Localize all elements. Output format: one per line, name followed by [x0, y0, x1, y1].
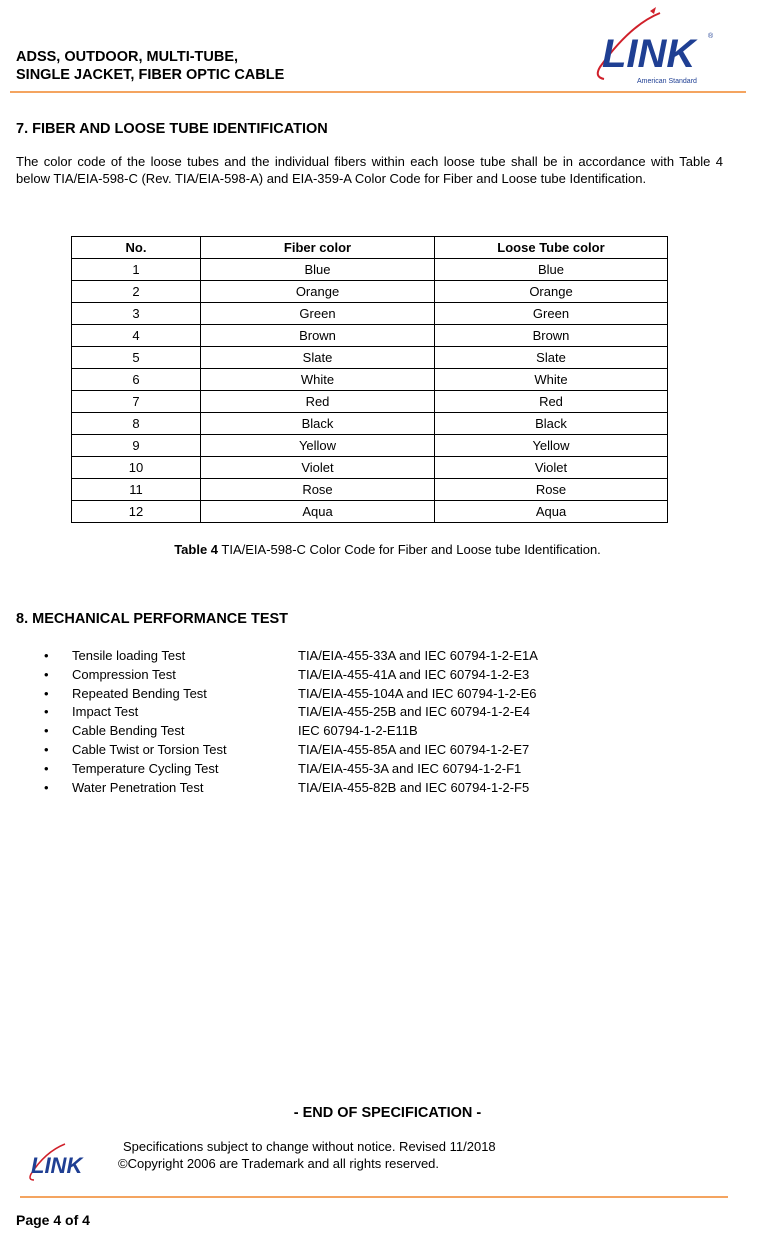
table-cell-no: 6	[72, 369, 201, 391]
header-divider	[10, 91, 746, 93]
bullet-icon: •	[44, 723, 49, 739]
table-cell-tube-color: Slate	[435, 347, 668, 369]
table-cell-no: 1	[72, 259, 201, 281]
table-header-loose-tube-color: Loose Tube color	[435, 237, 668, 259]
test-name: Repeated Bending Test	[72, 685, 207, 701]
footer-link-logo	[25, 1140, 95, 1182]
footer-note	[118, 1139, 496, 1172]
color-code-table	[71, 236, 668, 523]
test-standard: TIA/EIA-455-41A and IEC 60794-1-2-E3	[298, 666, 530, 682]
bullet-icon: •	[44, 666, 49, 682]
page-number: Page 4 of 4	[16, 1212, 90, 1228]
table-cell-no: 7	[72, 391, 201, 413]
table-cell-fiber-color: Green	[201, 303, 435, 325]
logo-wordmark: LINK	[602, 32, 696, 76]
table-row	[72, 325, 668, 347]
bullet-icon: •	[44, 648, 49, 663]
table-cell-tube-color: Yellow	[435, 435, 668, 457]
table-cell-fiber-color: Orange	[201, 281, 435, 303]
test-list-item	[44, 685, 644, 704]
footer-logo-wordmark: LINK	[31, 1153, 83, 1178]
table-cell-fiber-color: Aqua	[201, 501, 435, 523]
table-cell-tube-color: Brown	[435, 325, 668, 347]
document-title-line1: ADSS, OUTDOOR, MULTI-TUBE,	[16, 49, 239, 65]
bullet-icon: •	[44, 779, 49, 795]
test-standard: TIA/EIA-455-104A and IEC 60794-1-2-E6	[298, 685, 537, 701]
test-name: Tensile loading Test	[72, 648, 186, 663]
table-row	[72, 259, 668, 281]
table-cell-tube-color: Rose	[435, 479, 668, 501]
test-list-item	[44, 722, 644, 741]
table-cell-tube-color: Violet	[435, 457, 668, 479]
table-cell-fiber-color: White	[201, 369, 435, 391]
table-cell-tube-color: Orange	[435, 281, 668, 303]
table-cell-tube-color: Blue	[435, 259, 668, 281]
section-8-heading: 8. MECHANICAL PERFORMANCE TEST	[16, 611, 289, 627]
test-name: Impact Test	[72, 704, 139, 720]
table-cell-fiber-color: Black	[201, 413, 435, 435]
table-cell-no: 11	[72, 479, 201, 501]
table-row	[72, 457, 668, 479]
test-list-item	[44, 666, 644, 685]
registered-mark: ®	[708, 33, 714, 40]
table-cell-no: 5	[72, 347, 201, 369]
table-header-no: No.	[72, 237, 201, 259]
table-cell-tube-color: White	[435, 369, 668, 391]
table-cell-fiber-color: Slate	[201, 347, 435, 369]
table-row	[72, 501, 668, 523]
table-cell-no: 8	[72, 413, 201, 435]
bullet-icon: •	[44, 704, 49, 720]
test-standard: TIA/EIA-455-25B and IEC 60794-1-2-E4	[298, 704, 530, 720]
table-cell-tube-color: Black	[435, 413, 668, 435]
table-row	[72, 413, 668, 435]
section-7-paragraph: The color code of the loose tubes and the individual fibers within each loose tube shall be in accordance with Table 4 below TIA/EIA-598-C (Rev. TIA/EIA-598-A) and EIA-359-A Color Code for Fiber and Loose tube Identification.	[16, 154, 723, 186]
document-title-line2: SINGLE JACKET, FIBER OPTIC CABLE	[16, 67, 285, 83]
document-title	[16, 48, 284, 84]
table-row	[72, 347, 668, 369]
test-name: Cable Bending Test	[72, 723, 185, 739]
table-cell-fiber-color: Blue	[201, 259, 435, 281]
test-name: Temperature Cycling Test	[72, 760, 219, 776]
table-cell-no: 3	[72, 303, 201, 325]
test-list-item	[44, 647, 644, 666]
test-standard: TIA/EIA-455-85A and IEC 60794-1-2-E7	[298, 741, 530, 757]
table-cell-tube-color: Red	[435, 391, 668, 413]
table-row	[72, 369, 668, 391]
footer-note-line2: ©Copyright 2006 are Trademark and all rights reserved.	[118, 1155, 440, 1171]
table-cell-fiber-color: Yellow	[201, 435, 435, 457]
table-row	[72, 281, 668, 303]
table-cell-no: 2	[72, 281, 201, 303]
table-row	[72, 435, 668, 457]
bullet-icon: •	[44, 741, 49, 757]
test-list-item	[44, 779, 644, 798]
end-of-specification: - END OF SPECIFICATION -	[293, 1105, 482, 1121]
test-name: Water Penetration Test	[72, 779, 204, 795]
table-row	[72, 303, 668, 325]
table-cell-no: 4	[72, 325, 201, 347]
test-list-item	[44, 760, 644, 779]
table-row	[72, 391, 668, 413]
logo-subtitle: American Standard	[637, 78, 697, 85]
table-cell-fiber-color: Violet	[201, 457, 435, 479]
table-row	[72, 479, 668, 501]
test-list-item	[44, 741, 644, 760]
table-cell-fiber-color: Red	[201, 391, 435, 413]
table-caption-text: TIA/EIA-598-C Color Code for Fiber and Loose tube Identification.	[218, 542, 601, 557]
section-7-heading: 7. FIBER AND LOOSE TUBE IDENTIFICATION	[16, 121, 328, 137]
test-list	[44, 647, 644, 797]
test-standard: TIA/EIA-455-3A and IEC 60794-1-2-F1	[298, 760, 522, 776]
table-cell-no: 10	[72, 457, 201, 479]
bullet-icon: •	[44, 760, 49, 776]
table-caption-label: Table 4	[174, 542, 219, 557]
link-logo	[590, 5, 720, 90]
test-list-item	[44, 703, 644, 722]
test-standard: TIA/EIA-455-82B and IEC 60794-1-2-F5	[298, 779, 530, 795]
test-standard: TIA/EIA-455-33A and IEC 60794-1-2-E1A	[298, 648, 538, 663]
test-name: Cable Twist or Torsion Test	[72, 741, 227, 757]
table-header-row	[72, 237, 668, 259]
footer-divider	[20, 1196, 728, 1198]
table-cell-no: 9	[72, 435, 201, 457]
bullet-icon: •	[44, 685, 49, 701]
table-caption	[0, 542, 757, 557]
footer-note-line1: Specifications subject to change without notice. Revised 11/2018	[123, 1139, 496, 1154]
table-cell-tube-color: Green	[435, 303, 668, 325]
table-header-fiber-color: Fiber color	[201, 237, 435, 259]
test-standard: IEC 60794-1-2-E11B	[298, 723, 418, 739]
table-cell-tube-color: Aqua	[435, 501, 668, 523]
table-cell-fiber-color: Rose	[201, 479, 435, 501]
table-cell-fiber-color: Brown	[201, 325, 435, 347]
table-cell-no: 12	[72, 501, 201, 523]
test-name: Compression Test	[72, 666, 176, 682]
